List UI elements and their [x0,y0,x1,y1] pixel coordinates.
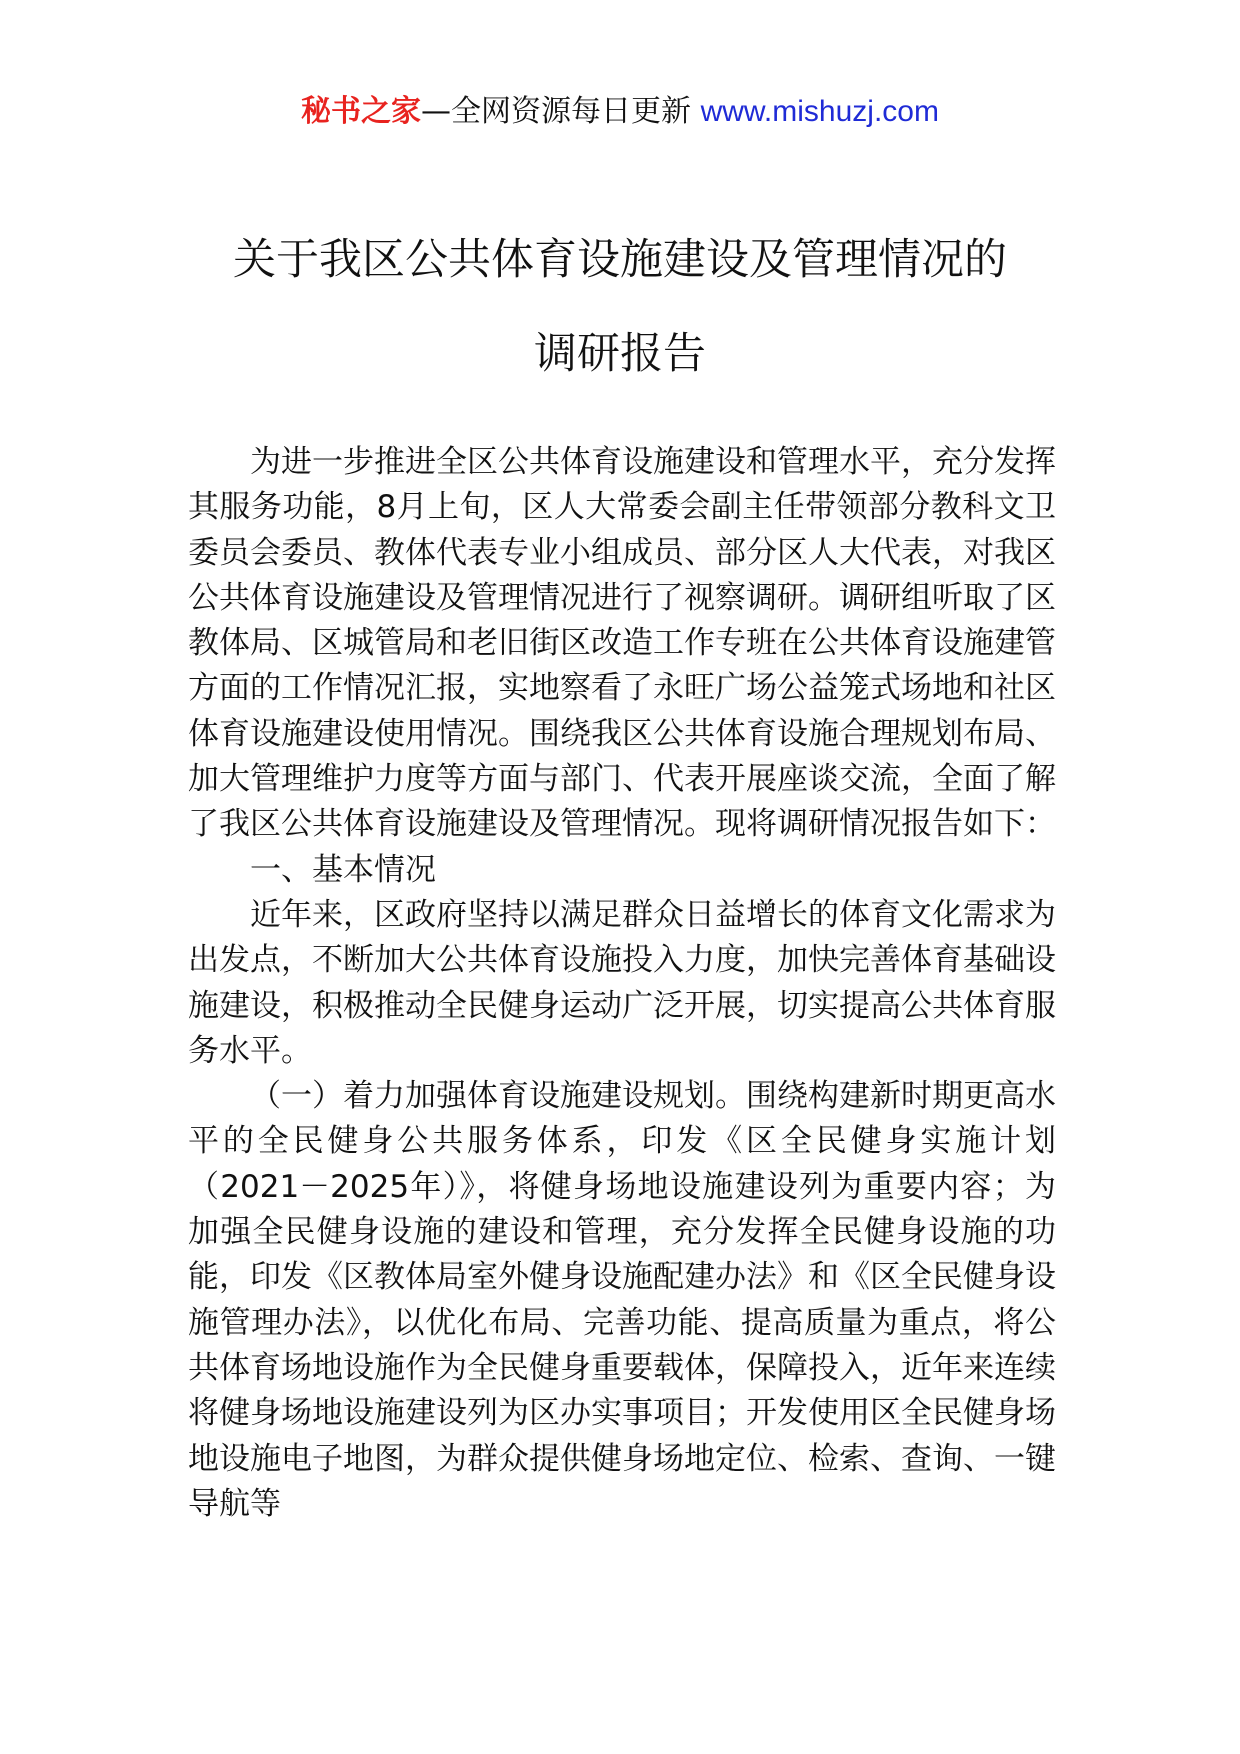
document-body [188,440,1056,1527]
intro-paragraph: 为进一步推进全区公共体育设施建设和管理水平，充分发挥其服务功能，8月上旬，区人大常委会副主任带领部分教科文卫委员会委员、教体代表专业小组成员、部分区人大代表，对我区公共体育设施建设及管理情况进行了视察调研。调研组听取了区教体局、区城管局和老旧街区改造工作专班在公共体育设施建管方面的工作情况汇报，实地察看了永旺广场公益笼式场地和社区体育设施建设使用情况。围绕我区公共体育设施合理规划布局、加大管理维护力度等方面与部门、代表开展座谈交流，全面了解了我区公共体育设施建设及管理情况。现将调研情况报告如下： [188,444,1056,843]
brand-name: 秘书之家 [301,94,422,129]
subsection-planning-paragraph: （一）着力加强体育设施建设规划。围绕构建新时期更高水平的全民健身公共服务体系，印发《区全民健身实施计划（2021－2025年）》，将健身场地设施建设列为重要内容；为加强全民健身设施的建设和管理，充分发挥全民健身设施的功能，印发《区教体局室外健身设施配建办法》和《区全民健身设施管理办法》，以优化布局、完善功能、提高质量为重点，将公共体育场地设施作为全民健身重要载体，保障投入，近年来连续将健身场地设施建设列为区办实事项目；开发使用区全民健身场地设施电子地图，为群众提供健身场地定位、检索、查询、一键导航等 [188,1078,1056,1522]
document-title-line-2: 调研报告 [534,329,706,379]
site-url-link[interactable]: www.mishuzj.com [700,95,939,128]
header-tagline: —全网资源每日更新 [421,94,701,129]
basic-situation-paragraph: 近年来，区政府坚持以满足群众日益增长的体育文化需求为出发点，不断加大公共体育设施投入力度，加快完善体育基础设施建设，积极推动全民健身运动广泛开展，切实提高公共体育服务水平。 [188,896,1056,1069]
site-header [0,92,1240,132]
document-title-line-1: 关于我区公共体育设施建设及管理情况的 [233,235,1007,285]
section-heading-basic-situation: 一、基本情况 [250,851,436,888]
